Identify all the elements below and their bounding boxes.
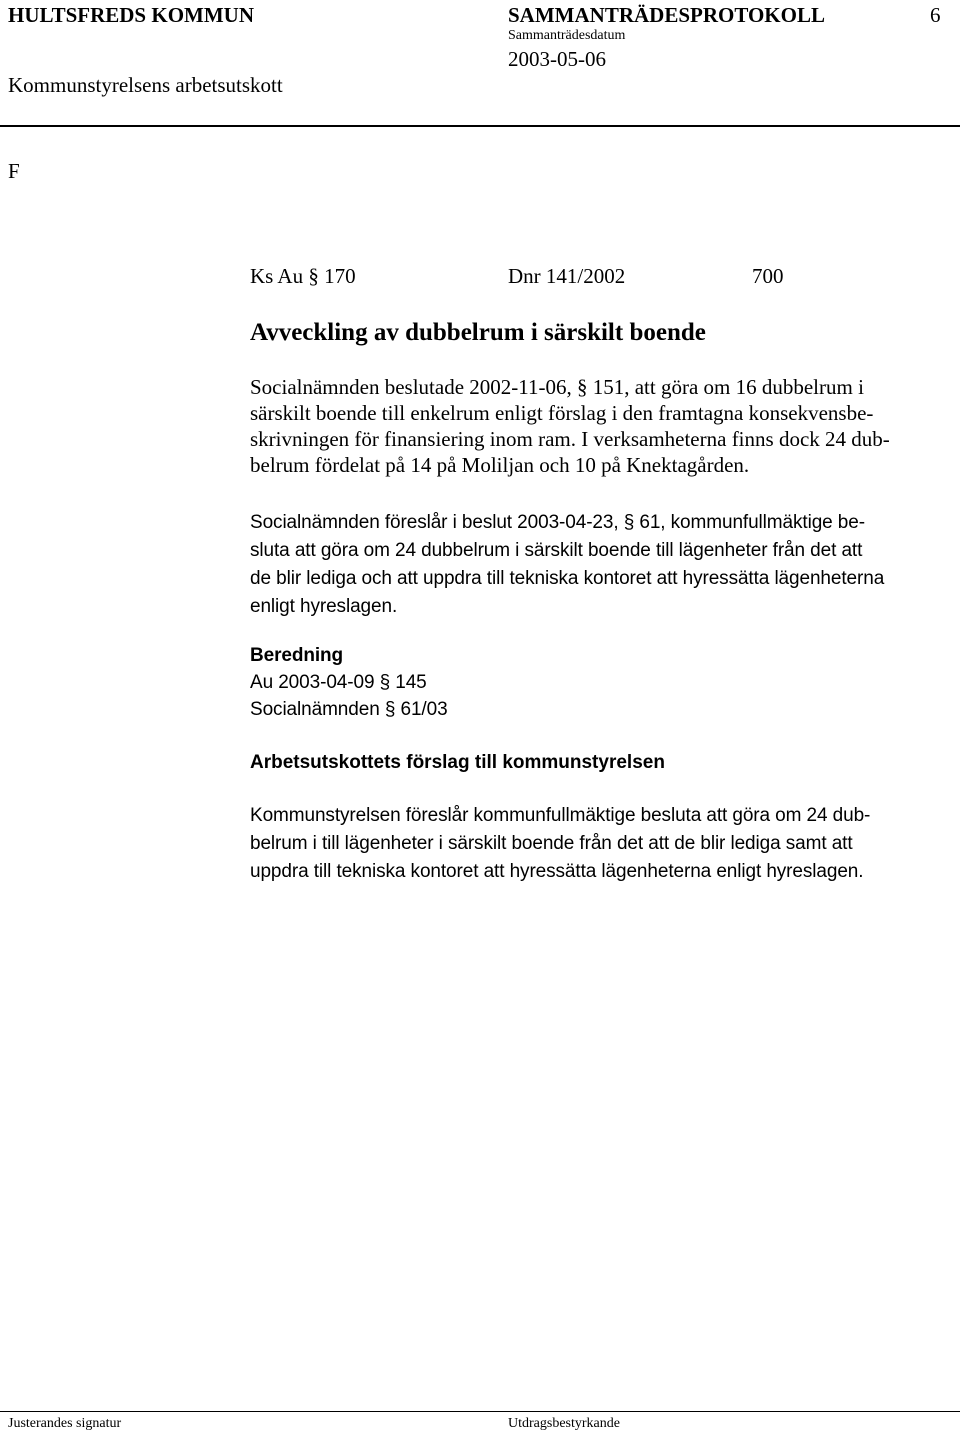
text-line: Socialnämnden föreslår i beslut 2003-04-23, § 61, kommunfullmäktige be- (250, 512, 865, 533)
case-section-number: 170 (324, 264, 356, 288)
beredning-item: Socialnämnden § 61/03 (250, 699, 448, 720)
committee-name: Kommunstyrelsens arbetsutskott (8, 73, 283, 97)
beredning-section (250, 642, 955, 723)
footer-signature-label: Justerandes signatur (8, 1416, 122, 1431)
text-line: belrum i till lägenheter i särskilt boende från det att de blir lediga samt att (250, 833, 853, 854)
section-sign: § (308, 264, 319, 288)
text-line: de blir lediga och att uppdra till tekniska kontoret att hyressätta lägenheterna (250, 568, 885, 589)
margin-letter: F (8, 159, 20, 183)
paragraph-decision-history (250, 374, 955, 478)
text-line: Socialnämnden beslutade 2002-11-06, § 151, att göra om 16 dubbelrum i (250, 375, 864, 399)
text-line: särskilt boende till enkelrum enligt förslag i den framtagna konsekvensbe- (250, 401, 874, 425)
page-number: 6 (930, 3, 941, 27)
proposal-heading: Arbetsutskottets förslag till kommunstyrelsen (250, 752, 665, 773)
case-code: 700 (752, 264, 784, 288)
page-title: Avveckling av dubbelrum i särskilt boende (250, 319, 706, 346)
proposal-paragraph (250, 802, 955, 886)
text-line: Kommunstyrelsen föreslår kommunfullmäktige besluta att göra om 24 dub- (250, 805, 871, 826)
meeting-date-label: Sammanträdesdatum (508, 28, 626, 43)
text-line: uppdra till tekniska kontoret att hyressätta lägenheterna enligt hyreslagen. (250, 861, 864, 882)
text-line: sluta att göra om 24 dubbelrum i särskilt boende till lägenheter från det att (250, 540, 863, 561)
municipality-name: HULTSFREDS KOMMUN (8, 3, 255, 27)
case-dnr: Dnr 141/2002 (508, 264, 626, 288)
case-ref: Ks Au (250, 264, 304, 288)
header-rule (0, 125, 960, 127)
paragraph-proposal-social (250, 509, 955, 621)
footer-verification-label: Utdragsbestyrkande (508, 1416, 620, 1431)
document-type: SAMMANTRÄDESPROTOKOLL (508, 3, 825, 27)
text-line: skrivningen för finansiering inom ram. I verksamheterna finns dock 24 dub- (250, 427, 890, 451)
beredning-heading: Beredning (250, 645, 344, 666)
case-reference (250, 263, 356, 289)
meeting-date: 2003-05-06 (508, 47, 606, 71)
beredning-item: Au 2003-04-09 § 145 (250, 672, 427, 693)
text-line: belrum fördelat på 14 på Moliljan och 10 på Knektagården. (250, 453, 750, 477)
text-line: enligt hyreslagen. (250, 596, 398, 617)
footer-rule (0, 1411, 960, 1412)
